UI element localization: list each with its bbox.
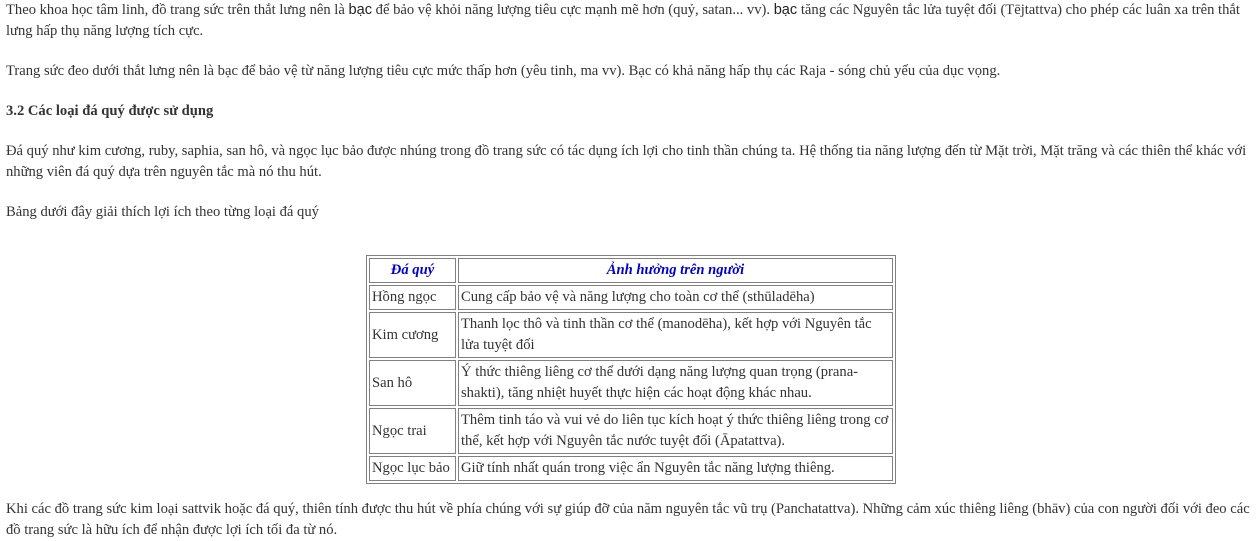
table-row [369, 360, 893, 406]
gem-effect: Ý thức thiêng liêng cơ thể dưới dạng năng lượng quan trọng (prana-shakti), tăng nhiệt huyết thực hiện các hoạt động khác nhau. [458, 360, 893, 406]
paragraph-conclusion: Khi các đồ trang sức kim loại sattvik hoặc đá quý, thiên tính được thu hút về phía chúng với sự giúp đỡ của năm nguyên tắc vũ trụ (Panchatattva). Những cảm xúc thiêng liêng (bhāv) của con người đối với đeo các đồ trang sức là hữu ích để nhận được lợi ích tối đa từ nó. [6, 501, 1250, 538]
paragraph-silver-below-waist: Trang sức đeo dưới thắt lưng nên là bạc để bảo vệ từ năng lượng tiêu cực mức thấp hơn (yêu tinh, ma vv). Bạc có khả năng hấp thụ các Raja - sóng chủ yếu của dục vọng. [6, 63, 1001, 79]
intro-word-silver-1: bạc [348, 2, 372, 18]
intro-text-2: để bảo vệ khỏi năng lượng tiêu cực mạnh mẽ hơn (quỷ, satan... vv). [372, 2, 774, 18]
gem-name: Kim cương [369, 312, 456, 358]
paragraph-gemstones: Đá quý như kim cương, ruby, saphia, san hô, và ngọc lục bảo được nhúng trong đồ trang sức có tác dụng ích lợi cho tinh thần chúng ta. Hệ thống tia năng lượng đến từ Mặt trời, Mặt trăng và các thiên thể khác với những viên đá quý dựa trên nguyên tắc mà nó thu hút. [6, 143, 1247, 180]
gem-name: Ngọc lục bảo [369, 456, 456, 481]
intro-word-silver-2: bạc [773, 2, 798, 18]
intro-paragraph [6, 0, 1252, 42]
table-row [369, 312, 893, 358]
gem-name: San hô [369, 360, 456, 406]
table-header-row [369, 258, 893, 283]
table-row [369, 456, 893, 481]
intro-text-1: Theo khoa học tâm linh, đồ trang sức trên thắt lưng nên là [6, 2, 349, 18]
gem-effect: Thanh lọc thô và tinh thần cơ thể (manodēha), kết hợp với Nguyên tắc lửa tuyệt đối [458, 312, 893, 358]
intro-text-3: tăng các Nguyên tắc lửa tuyệt đối (Tējtattva) cho phép các luân xa trên thắt lưng hấp thụ năng lượng tích cực. [6, 2, 1240, 39]
table-row [369, 285, 893, 310]
gem-table-wrapper [366, 255, 1252, 484]
gem-effects-table [366, 255, 896, 484]
header-effect: Ảnh hưởng trên người [458, 258, 893, 283]
gem-effect: Thêm tinh táo và vui vẻ do liên tục kích hoạt ý thức thiêng liêng trong cơ thể, kết hợp với Nguyên tắc nước tuyệt đối (Āpatattva). [458, 408, 893, 454]
header-gem: Đá quý [369, 258, 456, 283]
table-row [369, 408, 893, 454]
gem-name: Hồng ngọc [369, 285, 456, 310]
gem-name: Ngọc trai [369, 408, 456, 454]
gem-effect: Giữ tính nhất quán trong việc ẩn Nguyên tắc năng lượng thiêng. [458, 456, 893, 481]
section-heading: 3.2 Các loại đá quý được sử dụng [6, 103, 214, 119]
paragraph-table-intro: Bảng dưới đây giải thích lợi ích theo từng loại đá quý [6, 204, 319, 220]
gem-effect: Cung cấp bảo vệ và năng lượng cho toàn cơ thể (sthūladēha) [458, 285, 893, 310]
